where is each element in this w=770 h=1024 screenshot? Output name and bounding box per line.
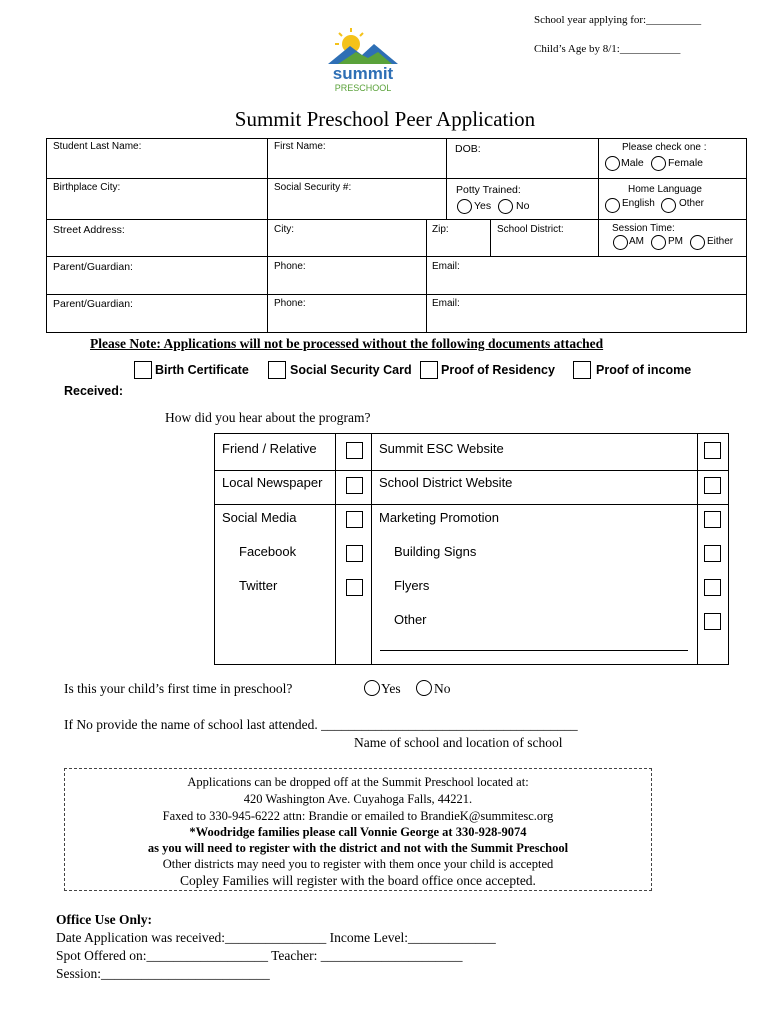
pm-label: PM — [668, 236, 683, 247]
am-radio[interactable] — [613, 235, 628, 250]
office-line-session: Session:_________________________ — [56, 966, 270, 981]
proof-of-residency-label: Proof of Residency — [441, 363, 555, 377]
english-label: English — [622, 198, 655, 209]
hear-friend-relative: Friend / Relative — [222, 441, 317, 456]
english-radio[interactable] — [605, 198, 620, 213]
dropoff-info-box — [64, 768, 652, 891]
building-signs-checkbox[interactable] — [704, 545, 721, 562]
phone-1-label: Phone: — [274, 261, 306, 272]
marketing-promotion-checkbox[interactable] — [704, 511, 721, 528]
hear-building-signs: Building Signs — [394, 544, 477, 559]
flyers-checkbox[interactable] — [704, 579, 721, 596]
social-security-card-checkbox[interactable] — [268, 361, 286, 379]
student-last-name-label: Student Last Name: — [53, 141, 142, 152]
mountain-icon — [328, 44, 398, 64]
potty-no-label: No — [516, 200, 530, 212]
office-line-spot-teacher: Spot Offered on:__________________ Teacher: _____________________ — [56, 948, 463, 963]
dob-label: DOB: — [455, 143, 481, 155]
twitter-checkbox[interactable] — [346, 579, 363, 596]
hear-flyers: Flyers — [394, 578, 430, 593]
male-radio[interactable] — [605, 156, 620, 171]
school-district-label: School District: — [497, 224, 564, 235]
parent-guardian-1-label: Parent/Guardian: — [53, 261, 133, 273]
proof-of-residency-checkbox[interactable] — [420, 361, 438, 379]
first-name-label: First Name: — [274, 141, 326, 152]
parent-guardian-2-label: Parent/Guardian: — [53, 298, 133, 310]
email-1-label: Email: — [432, 261, 460, 272]
first-time-no-label: No — [434, 681, 451, 696]
female-label: Female — [668, 157, 704, 169]
facebook-checkbox[interactable] — [346, 545, 363, 562]
hear-summit-esc-website: Summit ESC Website — [379, 441, 504, 456]
social-security-card-label: Social Security Card — [290, 363, 412, 377]
check-one-label: Please check one : — [622, 142, 707, 153]
school-year-line: School year applying for:__________ — [534, 14, 702, 26]
hear-social-media: Social Media — [222, 510, 297, 525]
street-address-label: Street Address: — [53, 224, 125, 236]
city-label: City: — [274, 224, 294, 235]
either-radio[interactable] — [690, 235, 705, 250]
hear-local-newspaper: Local Newspaper — [222, 475, 323, 490]
received-label: Received: — [64, 384, 124, 398]
potty-yes-label: Yes — [474, 200, 492, 212]
dropoff-line-2: 420 Washington Ave. Cuyahoga Falls, 44221. — [243, 792, 473, 806]
local-newspaper-checkbox[interactable] — [346, 477, 363, 494]
other-language-radio[interactable] — [661, 198, 676, 213]
first-time-question: Is this your child’s first time in preschool? — [64, 681, 293, 696]
hear-facebook: Facebook — [239, 544, 297, 559]
am-label: AM — [629, 236, 644, 247]
male-label: Male — [621, 157, 644, 169]
hear-question: How did you hear about the program? — [165, 410, 371, 425]
office-use-heading: Office Use Only: — [56, 912, 152, 927]
pm-radio[interactable] — [651, 235, 666, 250]
hear-other: Other — [394, 612, 427, 627]
social-security-label: Social Security #: — [274, 182, 352, 193]
birth-certificate-checkbox[interactable] — [134, 361, 152, 379]
first-time-yes-label: Yes — [381, 681, 401, 696]
birth-certificate-label: Birth Certificate — [155, 363, 249, 377]
dropoff-line-3: Faxed to 330-945-6222 attn: Brandie or emailed to BrandieK@summitesc.org — [162, 809, 554, 823]
svg-text:PRESCHOOL: PRESCHOOL — [334, 83, 392, 93]
zip-label: Zip: — [432, 224, 449, 235]
either-label: Either — [707, 236, 734, 247]
documents-note: Please Note: Applications will not be processed without the following documents attached — [90, 336, 604, 351]
child-age-line: Child’s Age by 8/1:___________ — [534, 43, 681, 55]
other-language-label: Other — [679, 198, 705, 209]
female-radio[interactable] — [651, 156, 666, 171]
previous-school-line[interactable]: If No provide the name of school last attended. ______________________________________ — [64, 717, 578, 732]
other-checkbox[interactable] — [704, 613, 721, 630]
potty-trained-label: Potty Trained: — [456, 184, 521, 196]
home-language-label: Home Language — [628, 184, 702, 195]
hear-school-district-website: School District Website — [379, 475, 513, 490]
potty-yes-radio[interactable] — [457, 199, 472, 214]
dropoff-line-1: Applications can be dropped off at the Summit Preschool located at: — [187, 775, 529, 789]
summit-esc-website-checkbox[interactable] — [704, 442, 721, 459]
dropoff-line-6: Other districts may need you to register with them once your child is accepted — [162, 857, 554, 871]
svg-text:summit: summit — [332, 64, 394, 83]
friend-relative-checkbox[interactable] — [346, 442, 363, 459]
phone-2-label: Phone: — [274, 298, 306, 309]
first-time-yes-radio[interactable] — [364, 680, 380, 696]
birthplace-city-label: Birthplace City: — [53, 182, 121, 193]
office-line-date-income: Date Application was received:_______________ Income Level:_____________ — [56, 930, 496, 945]
hear-marketing-promotion: Marketing Promotion — [379, 510, 499, 525]
proof-of-income-label: Proof of income — [596, 363, 692, 377]
other-fill-line[interactable] — [380, 650, 688, 651]
session-time-label: Session Time: — [612, 223, 675, 234]
school-district-website-checkbox[interactable] — [704, 477, 721, 494]
dropoff-line-7: Copley Families will register with the board office once accepted. — [180, 873, 536, 888]
dropoff-line-4: *Woodridge families please call Vonnie George at 330-928-9074 — [189, 825, 527, 839]
proof-of-income-checkbox[interactable] — [573, 361, 591, 379]
hear-twitter: Twitter — [239, 578, 278, 593]
email-2-label: Email: — [432, 298, 460, 309]
social-media-checkbox[interactable] — [346, 511, 363, 528]
first-time-no-radio[interactable] — [416, 680, 432, 696]
summit-logo — [318, 24, 408, 96]
dropoff-line-5: as you will need to register with the district and not with the Summit Preschool — [147, 841, 569, 855]
page-title: Summit Preschool Peer Application — [234, 107, 536, 131]
previous-school-caption: Name of school and location of school — [354, 735, 563, 750]
potty-no-radio[interactable] — [498, 199, 513, 214]
